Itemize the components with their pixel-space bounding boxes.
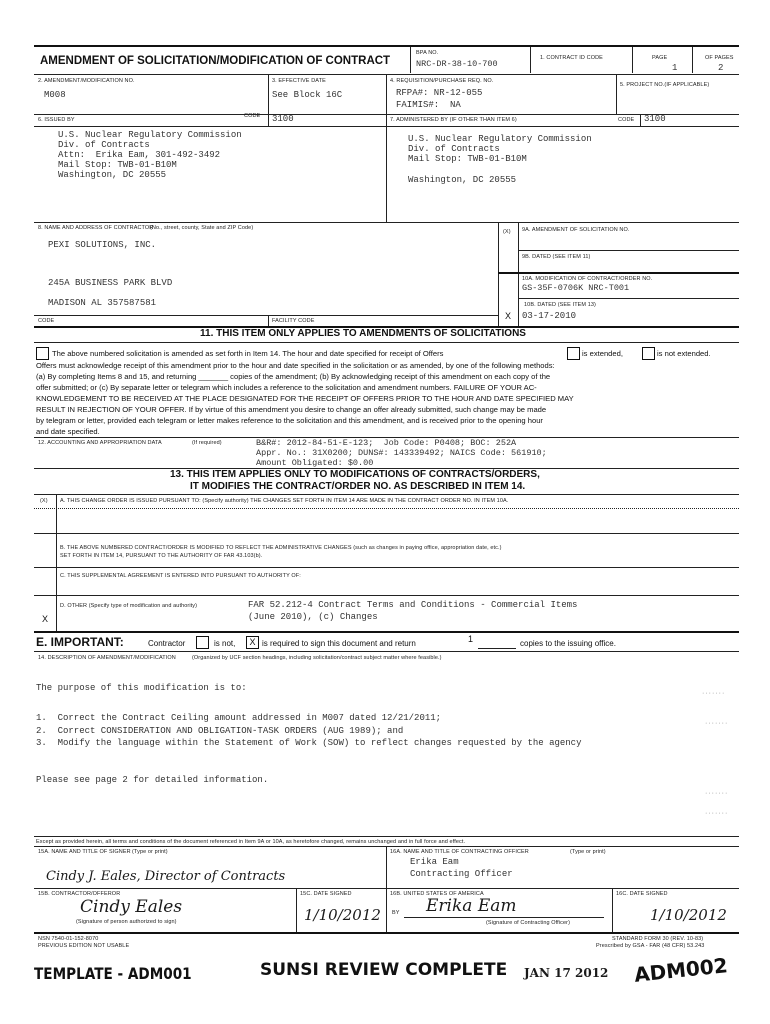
amendment-no-value: M008 <box>44 90 66 100</box>
issued-by-address: U.S. Nuclear Regulatory Commission Div. of Contracts Attn: Erika Eam, 301-492-3492 Mail Stop: TWB-01-B10M Washington, DC 20555 <box>58 130 242 180</box>
admin-code-value: 3100 <box>644 114 666 124</box>
modification-item-2: 2. Correct CONSIDERATION AND OBLIGATION-TASK ORDERS (AUG 1989); and <box>36 726 404 736</box>
requisition-value-2: FAIMIS#: NA <box>396 100 461 110</box>
is-not-checkbox[interactable] <box>196 636 209 649</box>
copies-value: 1 <box>468 634 474 644</box>
item-13d-x-mark: X <box>42 614 49 624</box>
amendment-solicitation-label: 9A. AMENDMENT OF SOLICITATION NO. <box>522 227 630 233</box>
mod-10a-value: GS-35F-0706K NRC-T001 <box>522 283 630 293</box>
accounting-line-2: Appr. No.: 31X0200; DUNS#: 143339492; NAICS Code: 561910; <box>256 448 547 458</box>
item-11-line-1: The above numbered solicitation is amended as set forth in Item 14. The hour and date specified for receipt of Offers <box>52 349 444 358</box>
dated-9b-label: 9B. DATED (SEE ITEM 11) <box>522 254 591 260</box>
issued-code-label: CODE <box>244 113 261 119</box>
template-stamp: TEMPLATE - ADM001 <box>34 964 192 983</box>
item-13d-value-1: FAR 52.212-4 Contract Terms and Conditions - Commercial Items <box>248 600 578 610</box>
usa-label: 16B. UNITED STATES OF AMERICA <box>390 891 484 897</box>
solicitation-amended-checkbox[interactable] <box>36 347 49 360</box>
is-required-text: is required to sign this document and return <box>262 639 416 648</box>
row-10-x-mark: X <box>505 311 512 321</box>
officer-title-value: Contracting Officer <box>410 869 513 879</box>
item-13-title-2: IT MODIFIES THE CONTRACT/ORDER NO. AS DESCRIBED IN ITEM 14. <box>190 481 526 492</box>
item-13d-value-2: (June 2010), (c) Changes <box>248 612 378 622</box>
item-13d-text: D. OTHER (Specify type of modification and authority) <box>60 603 198 609</box>
issued-code-value: 3100 <box>272 114 294 124</box>
copies-rest: copies to the issuing office. <box>520 639 616 648</box>
jan-date-stamp: JAN 17 2012 <box>524 966 609 980</box>
is-required-checkbox[interactable]: X <box>246 636 259 649</box>
not-extended-checkbox[interactable] <box>642 347 655 360</box>
adm-stamp: ADM002 <box>633 953 729 987</box>
item-11-line-7: by telegram or letter, provided each telegram or letter makes reference to the solicitation and this amendment, and is received prior to the opening hour <box>36 416 543 425</box>
officer-signature-sublabel: (Signature of Contracting Officer) <box>486 920 571 926</box>
accounting-line-3: Amount Obligated: $0.00 <box>256 458 374 468</box>
item-11-line-3: (a) By completing Items 8 and 15, and returning _______ copies of the amendment; (b) By acknowledging receipt of this amendment on each copy of the <box>36 372 551 381</box>
signer-name-label: 15A. NAME AND TITLE OF SIGNER <box>38 849 131 855</box>
administered-by-address: U.S. Nuclear Regulatory Commission Div. of Contracts Mail Stop: TWB-01-B10M Washington, DC 20555 <box>408 134 592 185</box>
item-13b-text-1: B. THE ABOVE NUMBERED CONTRACT/ORDER IS MODIFIED TO REFLECT THE ADMINISTRATIVE CHANGES (such as changes in paying office, appropriation date, etc.) <box>60 545 502 551</box>
date-signed-16c: 1/10/2012 <box>650 906 727 924</box>
standard-form: STANDARD FORM 30 (REV. 10-83) <box>612 936 704 942</box>
item-13a-text: A. THIS CHANGE ORDER IS ISSUED PURSUANT TO: (Specify authority) THE CHANGES SET FORTH IN ITEM 14 ARE MADE IN THE CONTRACT ORDER NO. IN ITEM 10A. <box>60 498 509 504</box>
project-no-label: 5. PROJECT NO.(IF APPLICABLE) <box>620 82 710 88</box>
modification-item-3: 3. Modify the language within the Statement of Work (SOW) to reflect changes requested by the agency <box>36 738 582 748</box>
signer-name-sublabel: (Type or print) <box>132 849 168 855</box>
item-13-title-1: 13. THIS ITEM APPLIES ONLY TO MODIFICATIONS OF CONTRACTS/ORDERS, <box>170 469 540 480</box>
page-label: PAGE <box>652 55 668 61</box>
contractor-signature-label: 15B. CONTRACTOR/OFFEROR <box>38 891 121 897</box>
date-signed-15c: 1/10/2012 <box>304 906 381 924</box>
modification-item-1: 1. Correct the Contract Ceiling amount addressed in M007 dated 12/21/2011; <box>36 713 442 723</box>
dated-10b-label: 10B. DATED (SEE ITEM 13) <box>524 302 596 308</box>
item-11-line-6: RESULT IN REJECTION OF YOUR OFFER. If by virtue of this amendment you desire to change an offer already submitted, such change may be made <box>36 405 547 414</box>
requisition-value-1: RFPA#: NR-12-055 <box>396 88 483 98</box>
terms-note: Except as provided herein, all terms and conditions of the document referenced in Item 9A or 10A, as heretofore changed, remains unchanged and in full force and effect. <box>36 839 466 845</box>
sunsi-review-stamp: SUNSI REVIEW COMPLETE <box>260 960 508 980</box>
form-title: AMENDMENT OF SOLICITATION/MODIFICATION OF CONTRACT <box>40 55 391 67</box>
accounting-label: 12. ACCOUNTING AND APPROPRIATION DATA <box>38 440 162 446</box>
date-signed-16c-label: 16C. DATE SIGNED <box>616 891 668 897</box>
item-11-title: 11. THIS ITEM ONLY APPLIES TO AMENDMENTS OF SOLICITATIONS <box>200 328 526 339</box>
item-11-line-5: KNOWLEDGEMENT TO BE RECEIVED AT THE PLACE DESIGNATED FOR THE RECEIPT OF OFFERS PRIOR TO THE HOUR AND DATE SPECIFIED MAY <box>36 394 574 403</box>
contractor-label: Contractor <box>148 639 186 648</box>
accounting-required: (If required) <box>192 440 222 446</box>
contractor-signature-sublabel: (Signature of person authorized to sign) <box>76 919 177 925</box>
item-13-x-label: (X) <box>40 498 48 504</box>
contract-id-label: 1. CONTRACT ID CODE <box>540 55 603 61</box>
effective-date-label: 3. EFFECTIVE DATE <box>272 78 326 84</box>
important-label: E. IMPORTANT: <box>36 635 124 649</box>
description-sublabel: (Organized by UCF section headings, including solicitation/contract subject matter where feasible.) <box>192 655 442 661</box>
officer-name-value: Erika Eam <box>410 857 459 867</box>
item-11-line-4: offer submitted; or (c) By separate letter or telegram which includes a reference to the solicitation and amendment numbers. FAILURE OF YOUR AC- <box>36 383 537 392</box>
bpa-label: BPA NO. <box>416 50 439 56</box>
is-not-label: is not, <box>214 639 236 648</box>
item-11-line-2: Offers must acknowledge receipt of this amendment prior to the hour and date specified in the solicitation or as amended, by one of the following methods: <box>36 361 555 370</box>
item-11-line-8: and date specified. <box>36 427 100 436</box>
date-signed-15c-label: 15C. DATE SIGNED <box>300 891 352 897</box>
not-extended-label: is not extended. <box>657 349 711 358</box>
nsn-number: NSN 7540-01-152-8070 <box>38 936 99 942</box>
officer-signature: Erika Eam <box>426 896 517 916</box>
contractor-address: PEXI SOLUTIONS, INC. 245A BUSINESS PARK BLVD MADISON AL 357587581 <box>48 240 173 308</box>
contractor-signature: Cindy Eales <box>80 897 183 917</box>
officer-name-label: 16A. NAME AND TITLE OF CONTRACTING OFFICER <box>390 849 529 855</box>
prescribed-by: Prescribed by GSA - FAR (48 CFR) 53.243 <box>596 943 705 949</box>
of-pages-label: OF PAGES <box>705 55 734 61</box>
officer-name-sublabel: (Type or print) <box>570 849 606 855</box>
facility-code-label: FACILITY CODE <box>272 318 315 324</box>
effective-date-value: See Block 16C <box>272 90 343 100</box>
signer-name-handwritten: Cindy J. Eales, Director of Contracts <box>46 869 286 884</box>
description-label: 14. DESCRIPTION OF AMENDMENT/MODIFICATION <box>38 655 176 661</box>
previous-edition: PREVIOUS EDITION NOT USABLE <box>38 943 130 949</box>
page-value: 1 <box>672 63 678 73</box>
see-page-line: Please see page 2 for detailed information. <box>36 775 269 785</box>
bpa-value: NRC-DR-38-10-700 <box>416 59 498 69</box>
item-13b-text-2: SET FORTH IN ITEM 14, PURSUANT TO THE AUTHORITY OF FAR 43.103(b). <box>60 553 263 559</box>
by-label: BY <box>392 910 400 916</box>
admin-code-label: CODE <box>618 117 635 123</box>
of-pages-value: 2 <box>718 63 724 73</box>
accounting-line-1: B&R#: 2012-84-51-E-123; Job Code: P0408; BOC: 252A <box>256 438 517 448</box>
contractor-name-label: 8. NAME AND ADDRESS OF CONTRACTOR <box>38 225 154 231</box>
amendment-no-label: 2. AMENDMENT/MODIFICATION NO. <box>38 78 135 84</box>
extended-checkbox[interactable] <box>567 347 580 360</box>
mod-10a-label: 10A. MODIFICATION OF CONTRACT/ORDER NO. <box>522 276 653 282</box>
item-13c-text: C. THIS SUPPLEMENTAL AGREEMENT IS ENTERED INTO PURSUANT TO AUTHORITY OF: <box>60 573 301 579</box>
extended-label: is extended, <box>582 349 623 358</box>
x-column-label: (X) <box>503 229 511 235</box>
requisition-label: 4. REQUISITION/PURCHASE REQ. NO. <box>390 78 494 84</box>
contractor-code-label: CODE <box>38 318 55 324</box>
administered-by-label: 7. ADMINISTERED BY (IF OTHER THAN ITEM 6) <box>390 117 517 123</box>
contractor-name-sublabel: (No., street, county, State and ZIP Code) <box>150 225 254 231</box>
purpose-line: The purpose of this modification is to: <box>36 683 247 693</box>
dated-10b-value: 03-17-2010 <box>522 311 577 321</box>
issued-by-label: 6. ISSUED BY <box>38 117 75 123</box>
